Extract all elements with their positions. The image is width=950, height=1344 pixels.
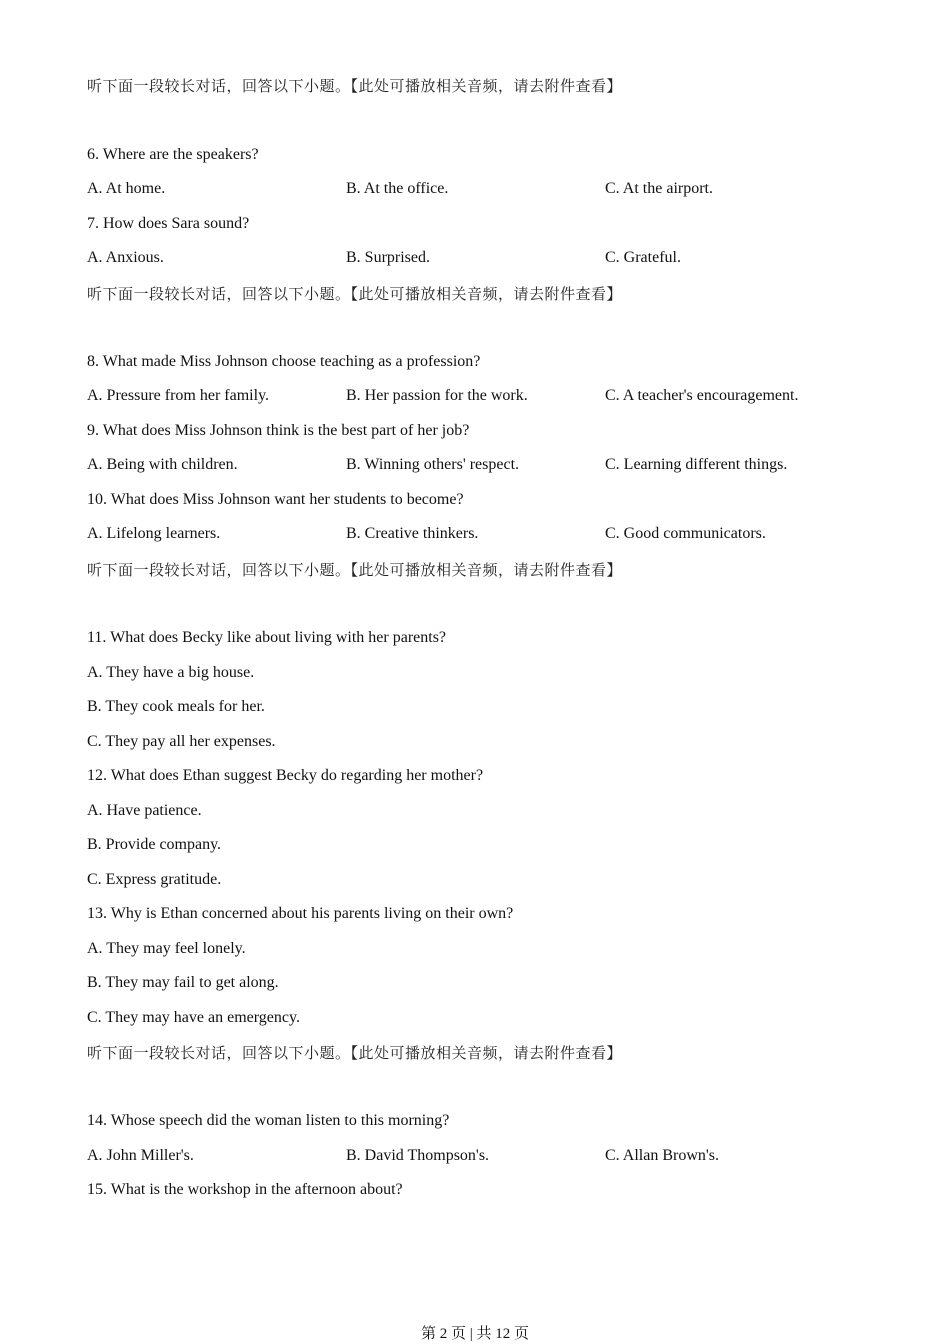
question-15: 15. What is the workshop in the afternoon about?: [87, 1181, 403, 1198]
option-14c: C. Allan Brown's.: [605, 1147, 719, 1164]
question-8: 8. What made Miss Johnson choose teaching as a profession?: [87, 353, 481, 370]
audio-instruction: 听下面一段较长对话，回答以下小题。【此处可播放相关音频，请去附件查看】: [87, 285, 623, 303]
option-13c: C. They may have an emergency.: [87, 1009, 300, 1026]
question-14: 14. Whose speech did the woman listen to this morning?: [87, 1112, 450, 1129]
audio-instruction: 听下面一段较长对话，回答以下小题。【此处可播放相关音频，请去附件查看】: [87, 561, 623, 579]
option-6c: C. At the airport.: [605, 180, 713, 197]
option-11a: A. They have a big house.: [87, 664, 255, 681]
option-9c: C. Learning different things.: [605, 456, 788, 473]
question-6: 6. Where are the speakers?: [87, 146, 259, 163]
option-8c: C. A teacher's encouragement.: [605, 387, 799, 404]
option-12b: B. Provide company.: [87, 836, 222, 853]
option-9a: A. Being with children.: [87, 456, 238, 473]
question-11: 11. What does Becky like about living with her parents?: [87, 629, 447, 646]
option-10c: C. Good communicators.: [605, 525, 766, 542]
option-14b: B. David Thompson's.: [346, 1147, 490, 1164]
option-6a: A. At home.: [87, 180, 166, 197]
option-11c: C. They pay all her expenses.: [87, 733, 276, 750]
audio-instruction: 听下面一段较长对话，回答以下小题。【此处可播放相关音频，请去附件查看】: [87, 77, 623, 95]
question-12: 12. What does Ethan suggest Becky do regarding her mother?: [87, 767, 484, 784]
question-10: 10. What does Miss Johnson want her students to become?: [87, 491, 464, 508]
option-6b: B. At the office.: [346, 180, 449, 197]
option-8a: A. Pressure from her family.: [87, 387, 270, 404]
question-13: 13. Why is Ethan concerned about his parents living on their own?: [87, 905, 514, 922]
option-13b: B. They may fail to get along.: [87, 974, 279, 991]
option-7a: A. Anxious.: [87, 249, 164, 266]
question-7: 7. How does Sara sound?: [87, 215, 250, 232]
option-9b: B. Winning others' respect.: [346, 456, 520, 473]
option-13a: A. They may feel lonely.: [87, 940, 246, 957]
option-14a: A. John Miller's.: [87, 1147, 194, 1164]
option-7b: B. Surprised.: [346, 249, 430, 266]
option-8b: B. Her passion for the work.: [346, 387, 528, 404]
option-10a: A. Lifelong learners.: [87, 525, 221, 542]
audio-instruction: 听下面一段较长对话，回答以下小题。【此处可播放相关音频，请去附件查看】: [87, 1044, 623, 1062]
option-12a: A. Have patience.: [87, 802, 202, 819]
option-10b: B. Creative thinkers.: [346, 525, 479, 542]
option-7c: C. Grateful.: [605, 249, 681, 266]
option-12c: C. Express gratitude.: [87, 871, 222, 888]
page-footer: 第 2 页 | 共 12 页: [420, 1326, 529, 1342]
question-9: 9. What does Miss Johnson think is the best part of her job?: [87, 422, 470, 439]
option-11b: B. They cook meals for her.: [87, 698, 265, 715]
